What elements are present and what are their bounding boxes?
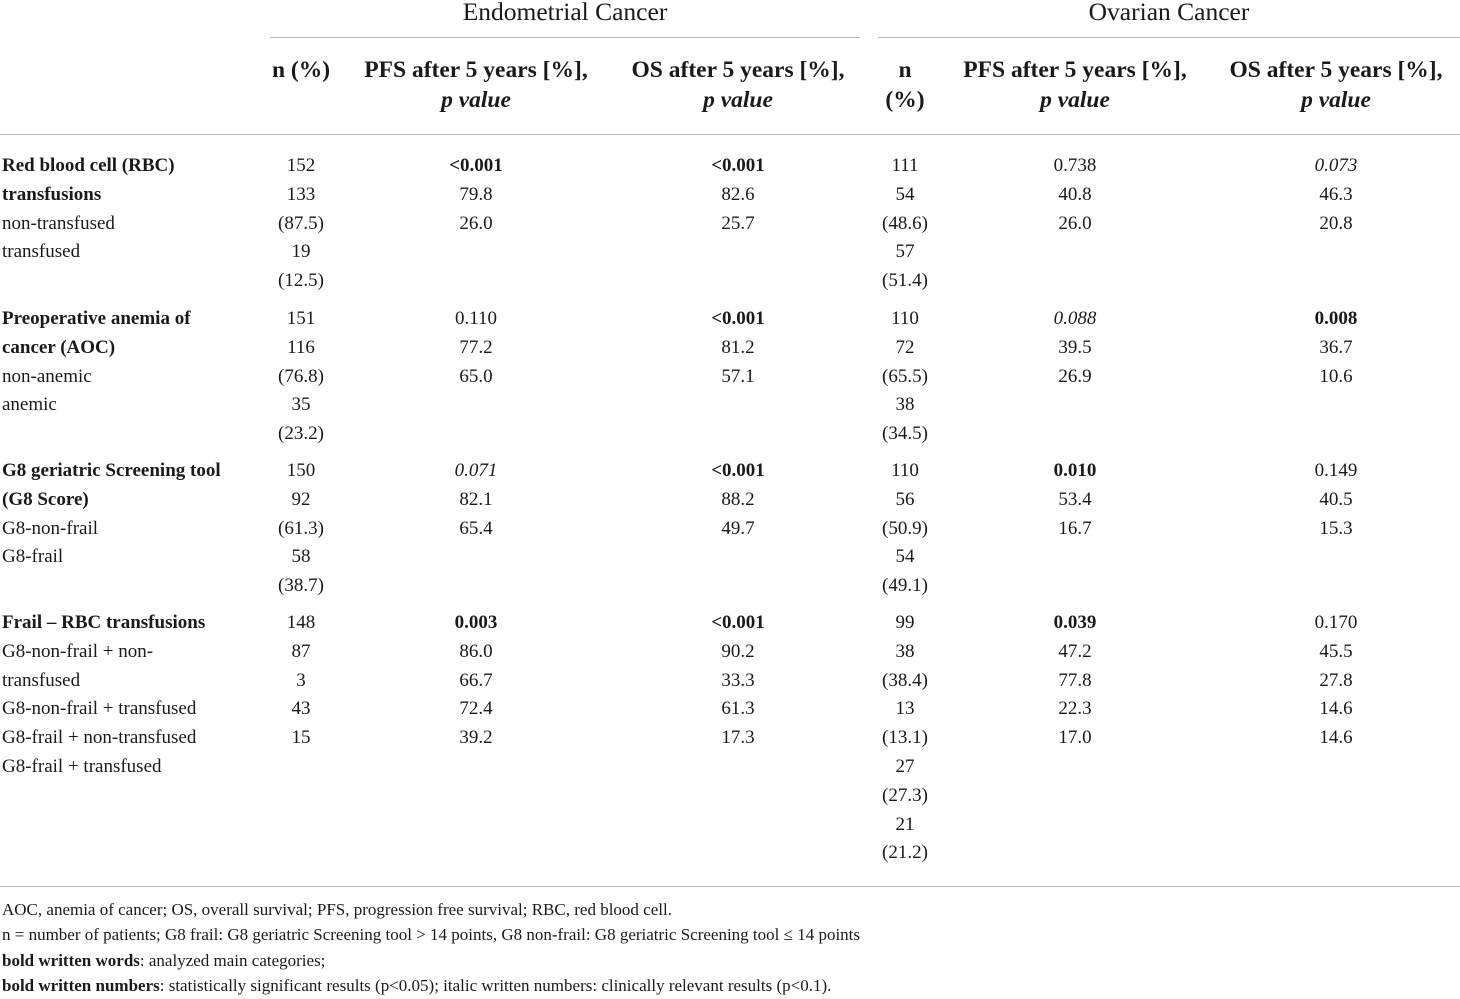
ov-pfs-cell: 17.0 — [1058, 727, 1092, 749]
row-subcategory-label: G8-non-frail — [2, 517, 99, 539]
endo-n-cell: 148 — [286, 612, 316, 633]
ov-pfs-cell: 26.0 — [1058, 212, 1092, 234]
endo-n-cell: (87.5) — [278, 212, 324, 234]
ov-n-cell: 38 — [895, 640, 915, 662]
ov-n-cell: 38 — [895, 394, 915, 416]
group-header-ovarian: Ovarian Cancer — [1088, 0, 1250, 26]
endo-pfs-cell: 65.4 — [459, 517, 493, 539]
footnote-bold-words-term: bold written words — [2, 951, 140, 970]
ov-pfs-cell: 0.010 — [1053, 460, 1097, 481]
ov-n-cell: (34.5) — [882, 423, 928, 445]
endo-os-cell: <0.001 — [711, 612, 765, 633]
ov-os-cell: 46.3 — [1319, 183, 1353, 205]
ov-os-cell: 10.6 — [1319, 365, 1353, 387]
col-header-ov-os-line2: p value — [1301, 87, 1371, 113]
footnote-bold-numbers — [2, 973, 831, 999]
ov-pfs-cell: 0.738 — [1053, 155, 1097, 176]
ov-n-cell: 110 — [891, 460, 919, 481]
col-header-ov-pfs-line1: PFS after 5 years [%], — [963, 57, 1187, 83]
ov-os-cell: 20.8 — [1319, 212, 1353, 234]
ov-n-cell: 99 — [895, 612, 915, 633]
row-subcategory-label: cancer (AOC) — [2, 336, 116, 358]
row-subcategory-label: G8-frail — [2, 546, 64, 568]
endo-n-cell: 92 — [291, 488, 311, 510]
endo-os-cell: <0.001 — [711, 155, 765, 176]
col-header-endo-pfs-line2: p value — [441, 87, 511, 113]
ov-os-cell: 14.6 — [1319, 727, 1353, 749]
ov-n-cell: 27 — [895, 756, 915, 777]
footnote-abbreviations: AOC, anemia of cancer; OS, overall survival; PFS, progression free survival; RBC, red blood cell. — [2, 900, 672, 919]
ov-n-cell: (48.6) — [882, 212, 928, 234]
ov-n-cell: (27.3) — [882, 784, 928, 806]
endo-n-cell: 15 — [291, 727, 311, 749]
endo-pfs-cell: 66.7 — [459, 669, 493, 691]
endo-pfs-cell: 0.110 — [454, 308, 498, 329]
ov-n-cell: 56 — [895, 488, 915, 510]
ov-n-cell: 110 — [891, 308, 919, 329]
ov-pfs-cell: 53.4 — [1058, 488, 1092, 510]
ov-os-cell: 15.3 — [1319, 517, 1353, 539]
footnote-definitions: n = number of patients; G8 frail: G8 geriatric Screening tool > 14 points, G8 non-frail: G8 geriatric Screening tool ≤ 14 points — [2, 925, 861, 944]
ov-os-cell: 40.5 — [1319, 488, 1353, 510]
ov-os-cell: 0.008 — [1314, 308, 1358, 329]
endo-n-cell: 3 — [296, 669, 306, 691]
endo-pfs-cell: 86.0 — [459, 640, 493, 662]
col-header-endo-pfs-line1: PFS after 5 years [%], — [364, 57, 588, 83]
row-category-label: Preoperative anemia of — [2, 308, 191, 329]
ov-n-cell: (51.4) — [882, 270, 928, 292]
footnote-bold-numbers-desc: : statistically significant results (p<0.05); italic written numbers: clinically relevant results (p<0.1). — [159, 976, 832, 995]
endo-pfs-cell: 79.8 — [459, 183, 493, 205]
row-subcategory-label: (G8 Score) — [2, 488, 89, 510]
col-header-ov-n — [870, 55, 940, 115]
endo-n-cell: 58 — [291, 546, 311, 568]
endo-n-cell: 19 — [291, 241, 311, 263]
endo-n-cell: 87 — [291, 640, 311, 662]
endo-pfs-cell: 0.071 — [454, 460, 498, 481]
row-subcategory-label: transfusions — [2, 183, 102, 205]
footnote-bold-words-desc: : analyzed main categories; — [139, 951, 326, 970]
ov-pfs-cell: 47.2 — [1058, 640, 1092, 662]
endo-n-cell: 116 — [287, 336, 315, 358]
row-subcategory-label: anemic — [2, 394, 57, 416]
col-header-endo-os-line2: p value — [703, 87, 773, 113]
endo-n-cell: 150 — [286, 460, 316, 481]
endo-os-cell: 25.7 — [721, 212, 755, 234]
endo-n-cell: (23.2) — [278, 423, 324, 445]
ov-os-cell: 36.7 — [1319, 336, 1353, 358]
row-subcategory-label: transfused — [2, 241, 81, 263]
ov-pfs-cell: 40.8 — [1058, 183, 1092, 205]
endo-os-cell: <0.001 — [711, 308, 765, 329]
ov-n-cell: 54 — [895, 183, 915, 205]
endo-os-cell: 17.3 — [721, 727, 755, 749]
row-subcategory-label: non-anemic — [2, 365, 92, 387]
endo-pfs-cell: 82.1 — [459, 488, 493, 510]
endo-n-cell: (76.8) — [278, 365, 324, 387]
endo-n-cell: (61.3) — [278, 517, 324, 539]
endo-os-cell: 81.2 — [721, 336, 755, 358]
group-rule-ovarian — [878, 37, 1460, 38]
ov-pfs-cell: 22.3 — [1058, 698, 1092, 720]
endo-os-cell: 90.2 — [721, 640, 755, 662]
ov-n-cell: 57 — [895, 241, 915, 263]
row-subcategory-label: G8-non-frail + transfused — [2, 698, 197, 720]
footer-rule — [0, 886, 1460, 887]
ov-os-cell: 0.170 — [1314, 612, 1358, 633]
row-category-label: G8 geriatric Screening tool — [2, 460, 221, 481]
ov-os-cell: 0.149 — [1314, 460, 1358, 481]
endo-pfs-cell: 72.4 — [459, 698, 493, 720]
endo-pfs-cell: 0.003 — [454, 612, 498, 633]
endo-os-cell: 61.3 — [721, 698, 755, 720]
col-header-endo-os-line1: OS after 5 years [%], — [631, 57, 845, 83]
row-subcategory-label: non-transfused — [2, 212, 115, 234]
ov-pfs-cell: 0.088 — [1053, 308, 1097, 329]
ov-n-cell: 111 — [891, 155, 919, 176]
ov-n-cell: (50.9) — [882, 517, 928, 539]
ov-n-cell: (13.1) — [882, 727, 928, 749]
ov-n-cell: 54 — [895, 546, 915, 568]
ov-n-cell: (38.4) — [882, 669, 928, 691]
ov-os-cell: 27.8 — [1319, 669, 1353, 691]
ov-os-cell: 45.5 — [1319, 640, 1353, 662]
ov-n-cell: (49.1) — [882, 575, 928, 597]
row-subcategory-label: transfused — [2, 669, 81, 691]
endo-pfs-cell: <0.001 — [449, 155, 503, 176]
col-header-ov-n-line2: (%) — [885, 87, 925, 113]
col-header-ov-pfs — [944, 55, 1206, 115]
col-header-endo-pfs — [345, 55, 607, 115]
endo-pfs-cell: 65.0 — [459, 365, 493, 387]
footnote-bold-numbers-term: bold written numbers — [2, 976, 160, 995]
endo-n-cell: 43 — [291, 698, 311, 720]
endo-n-cell: 151 — [286, 308, 316, 329]
endo-os-cell: 49.7 — [721, 517, 755, 539]
ov-n-cell: 72 — [895, 336, 915, 358]
endo-n-cell: 35 — [291, 394, 311, 416]
ov-n-cell: (65.5) — [882, 365, 928, 387]
endo-pfs-cell: 26.0 — [459, 212, 493, 234]
ov-pfs-cell: 16.7 — [1058, 517, 1092, 539]
group-rule-endometrial — [270, 37, 860, 38]
endo-n-cell: 133 — [286, 183, 316, 205]
row-category-label: Frail – RBC transfusions — [2, 612, 206, 633]
row-category-label: Red blood cell (RBC) — [2, 155, 175, 176]
col-header-ov-os — [1212, 55, 1460, 115]
row-subcategory-label: G8-frail + transfused — [2, 756, 162, 777]
endo-os-cell: 88.2 — [721, 488, 755, 510]
ov-os-cell: 0.073 — [1314, 155, 1358, 176]
col-header-ov-os-line1: OS after 5 years [%], — [1229, 57, 1443, 83]
endo-pfs-cell: 39.2 — [459, 727, 493, 749]
group-header-endometrial: Endometrial Cancer — [462, 0, 668, 26]
col-header-ov-pfs-line2: p value — [1040, 87, 1110, 113]
col-header-endo-n: n (%) — [271, 57, 331, 83]
ov-pfs-cell: 77.8 — [1058, 669, 1092, 691]
ov-n-cell: 13 — [895, 698, 915, 720]
endo-os-cell: 57.1 — [721, 365, 755, 387]
ov-pfs-cell: 39.5 — [1058, 336, 1092, 358]
ov-n-cell: (21.2) — [882, 842, 928, 864]
endo-n-cell: (12.5) — [278, 270, 324, 292]
col-header-ov-n-line1: n — [898, 57, 912, 83]
endo-n-cell: 152 — [286, 155, 316, 176]
endo-os-cell: 33.3 — [721, 669, 755, 691]
row-subcategory-label: G8-frail + non-transfused — [2, 727, 197, 749]
ov-n-cell: 21 — [895, 813, 915, 835]
ov-pfs-cell: 26.9 — [1058, 365, 1092, 387]
endo-pfs-cell: 77.2 — [459, 336, 493, 358]
endo-os-cell: <0.001 — [711, 460, 765, 481]
endo-os-cell: 82.6 — [721, 183, 755, 205]
ov-pfs-cell: 0.039 — [1053, 612, 1097, 633]
footnote-bold-words — [2, 948, 325, 974]
header-rule — [0, 134, 1460, 135]
ov-os-cell: 14.6 — [1319, 698, 1353, 720]
endo-n-cell: (38.7) — [278, 575, 324, 597]
row-subcategory-label: G8-non-frail + non- — [2, 640, 154, 662]
col-header-endo-os — [612, 55, 864, 115]
